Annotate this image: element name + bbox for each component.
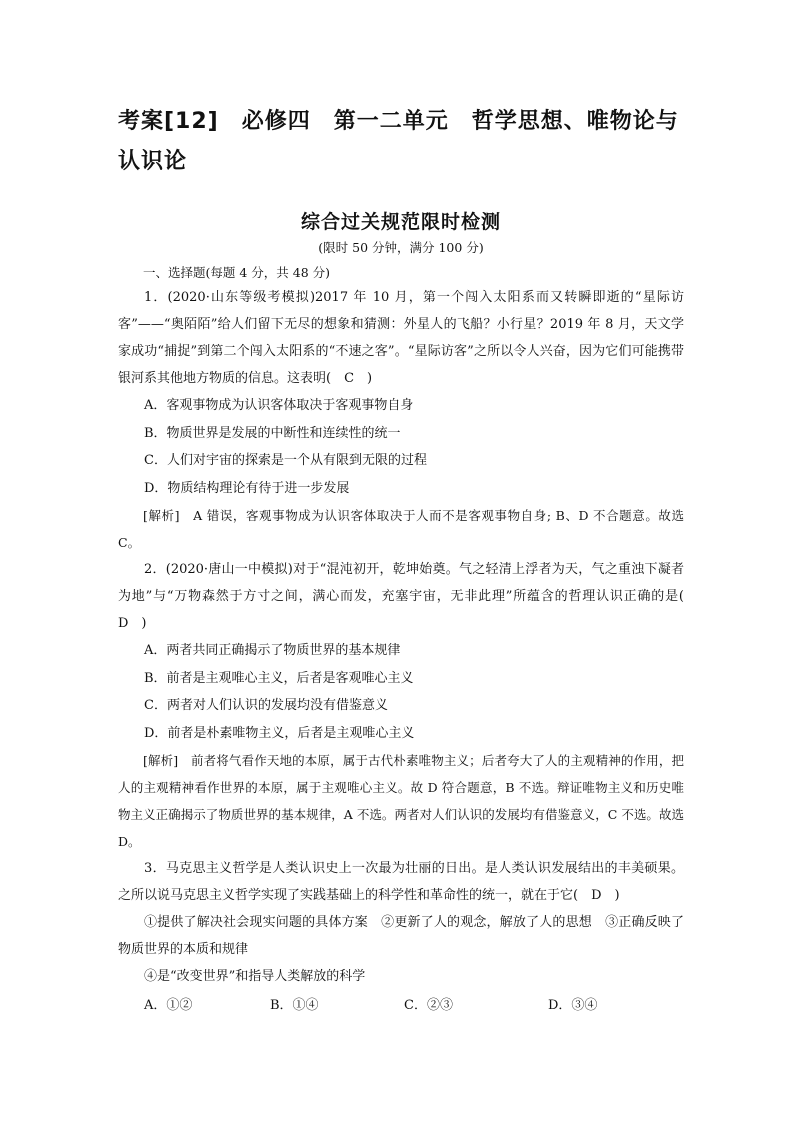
- question-2-analysis: [解析] 前者将气看作天地的本原，属于古代朴素唯物主义；后者夸大了人的主观精神的作用，把人的主观精神看作世界的本原，属于主观唯心主义。故 D 符合题意，B 不选。辩证唯物主义和历史唯物主义正确揭示了物质世界的基本规律，A 不选。两者对人们认识的发展均有借鉴意义，C 不选。故选 D。: [118, 753, 684, 849]
- time-limit-note: (限时 50 分钟，满分 100 分): [318, 240, 484, 255]
- question-1-stem: 1．(2020·山东等级考模拟)2017 年 10 月，第一个闯入太阳系而又转瞬即逝的“星际访客”——“奥陌陌”给人们留下无尽的想象和猜测：外星人的飞船？小行星？2019 年 8 月，天文学家成功“捕捉”到第二个闯入太阳系的“不速之客”。“星际访客”之所以令人兴奋，因为它们可能携带银河系其他地方物质的信息。这表明( C ): [118, 290, 684, 386]
- section-header: 一、选择题(每题 4 分，共 48 分): [143, 265, 331, 280]
- question-3-choices: [118, 992, 684, 1019]
- question-3-choice-c: C．②③: [404, 998, 453, 1013]
- question-1-option-d: D．物质结构理论有待于进一步发展: [144, 480, 350, 496]
- question-3-choice-a: A．①②: [144, 998, 193, 1013]
- page-title: 考案[12] 必修四 第一二单元 哲学思想、唯物论与认识论: [118, 109, 679, 174]
- question-2-option-b: B．前者是主观唯心主义，后者是客观唯心主义: [144, 670, 414, 686]
- question-3-statements-2: ④是“改变世界”和指导人类解放的科学: [144, 969, 366, 984]
- page-subtitle: 综合过关规范限时检测: [300, 211, 501, 233]
- question-3-statements-1: ①提供了解决社会现实问题的具体方案 ②更新了人的观念，解放了人的思想 ③正确反映了物质世界的本质和规律: [118, 915, 684, 957]
- question-2-stem: 2．(2020·唐山一中模拟)对于“混沌初开，乾坤始奠。气之轻清上浮者为天，气之重浊下凝者为地”与“万物森然于方寸之间，满心而发，充塞宇宙，无非此理”所蕴含的哲理认识正确的是( D ): [118, 562, 698, 631]
- question-3: [118, 855, 684, 1019]
- question-1-option-b: B．物质世界是发展的中断性和连续性的统一: [144, 425, 401, 441]
- question-3-choice-d: D．③④: [548, 998, 598, 1013]
- question-1-option-a: A．客观事物成为认识客体取决于客观事物自身: [144, 398, 414, 413]
- question-2-option-d: D．前者是朴素唯物主义，后者是主观唯心主义: [144, 725, 415, 741]
- question-1: [118, 284, 684, 556]
- question-2-option-a: A．两者共同正确揭示了物质世界的基本规律: [144, 643, 401, 658]
- question-1-option-c: C．人们对宇宙的探索是一个从有限到无限的过程: [144, 453, 427, 468]
- question-1-analysis: [解析] A 错误，客观事物成为认识客体取决于人而不是客观事物自身; B、D 不合题意。故选 C。: [118, 508, 684, 550]
- question-2: [118, 556, 698, 855]
- question-2-option-c: C．两者对人们认识的发展均没有借鉴意义: [144, 698, 388, 713]
- question-3-choice-b: B．①④: [270, 998, 319, 1013]
- question-3-stem: 3．马克思主义哲学是人类认识史上一次最为壮丽的日出。是人类认识发展结出的丰美硕果。之所以说马克思主义哲学实现了实践基础上的科学性和革命性的统一，就在于它( D ): [118, 861, 684, 903]
